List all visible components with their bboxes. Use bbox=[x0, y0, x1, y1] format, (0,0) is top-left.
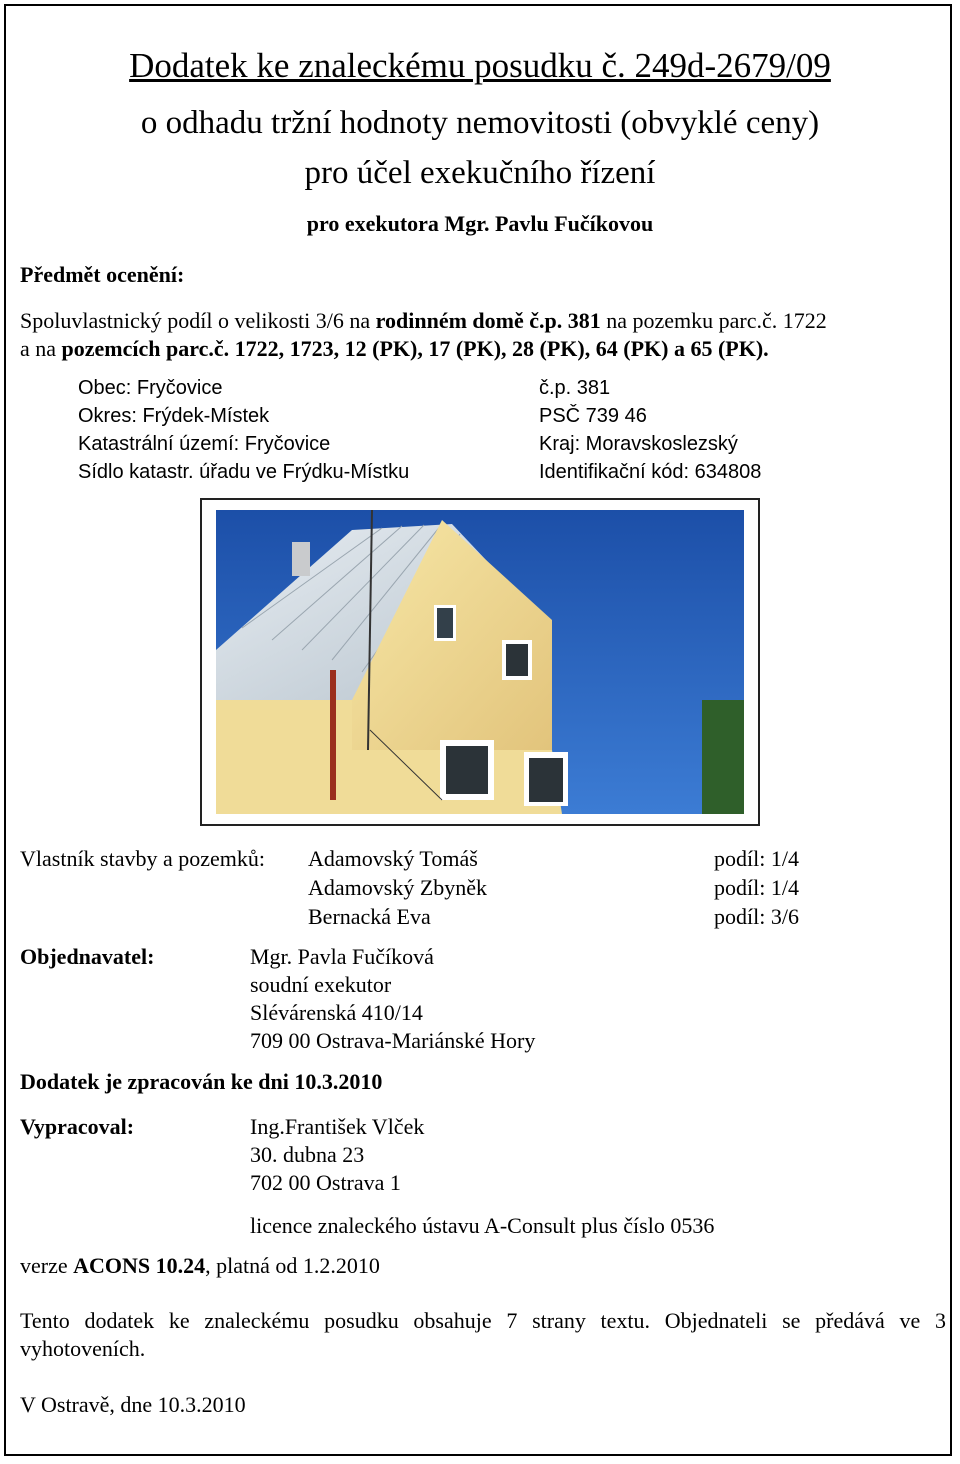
author-label: Vypracoval: bbox=[20, 1114, 135, 1139]
document-purpose: pro účel exekučního řízení bbox=[304, 155, 656, 191]
version-line bbox=[20, 1253, 380, 1279]
subject-text-bold: pozemcích parc.č. 1722, 1723, 12 (PK), 17 (PK), 28 (PK), 64 (PK) a 65 (PK). bbox=[61, 336, 769, 361]
version-suffix: , platná od 1.2.2010 bbox=[205, 1253, 380, 1278]
location-obec: Obec: Fryčovice bbox=[78, 377, 223, 399]
subject-text: a na bbox=[20, 336, 62, 361]
owner-share: podíl: 1/4 bbox=[714, 875, 799, 900]
subject-line-1 bbox=[20, 308, 827, 334]
owner-name: Adamovský Tomáš bbox=[308, 846, 478, 871]
owner-share: podíl: 3/6 bbox=[714, 904, 799, 929]
document-subtitle: o odhadu tržní hodnoty nemovitosti (obvyklé ceny) bbox=[140, 105, 820, 141]
client-label: Objednavatel: bbox=[20, 944, 155, 969]
document-recipient: pro exekutora Mgr. Pavlu Fučíkovou bbox=[306, 211, 654, 236]
date-line: Dodatek je zpracován ke dni 10.3.2010 bbox=[20, 1069, 383, 1094]
client-line: 709 00 Ostrava-Mariánské Hory bbox=[250, 1028, 536, 1053]
location-psc: PSČ 739 46 bbox=[539, 405, 647, 427]
note-paragraph: Tento dodatek ke znaleckému posudku obsahuje 7 strany textu. Objednateli se předává ve 3 vyhotoveních. bbox=[20, 1308, 946, 1361]
subject-line-2 bbox=[20, 336, 769, 362]
location-okres: Okres: Frýdek-Místek bbox=[78, 405, 270, 427]
location-kod: Identifikační kód: 634808 bbox=[539, 461, 762, 483]
subject-text-bold: rodinném domě č.p. 381 bbox=[375, 308, 601, 333]
owner-name: Bernacká Eva bbox=[308, 904, 431, 929]
author-licence: licence znaleckého ústavu A-Consult plus číslo 0536 bbox=[250, 1213, 715, 1238]
location-cp: č.p. 381 bbox=[539, 377, 611, 399]
place-date: V Ostravě, dne 10.3.2010 bbox=[20, 1392, 246, 1417]
version-prefix: verze bbox=[20, 1253, 74, 1278]
owners-label: Vlastník stavby a pozemků: bbox=[20, 846, 266, 871]
subject-heading: Předmět ocenění: bbox=[20, 262, 185, 287]
author-line: Ing.František Vlček bbox=[250, 1114, 425, 1139]
location-kraj: Kraj: Moravskoslezský bbox=[539, 433, 738, 455]
house-photo bbox=[200, 498, 760, 826]
client-line: soudní exekutor bbox=[250, 972, 392, 997]
client-line: Mgr. Pavla Fučíková bbox=[250, 944, 434, 969]
document-title: Dodatek ke znaleckému posudku č. 249d-2679/09 bbox=[129, 46, 831, 85]
owner-name: Adamovský Zbyněk bbox=[308, 875, 488, 900]
subject-text: Spoluvlastnický podíl o velikosti 3/6 na bbox=[20, 308, 376, 333]
author-line: 30. dubna 23 bbox=[250, 1142, 365, 1167]
subject-text: na pozemku parc.č. 1722 bbox=[600, 308, 827, 333]
location-katastr: Katastrální území: Fryčovice bbox=[78, 433, 331, 455]
version-name: ACONS 10.24 bbox=[73, 1253, 206, 1278]
client-line: Slévárenská 410/14 bbox=[250, 1000, 423, 1025]
location-sidlo: Sídlo katastr. úřadu ve Frýdku-Místku bbox=[78, 461, 410, 483]
author-line: 702 00 Ostrava 1 bbox=[250, 1170, 401, 1195]
owner-share: podíl: 1/4 bbox=[714, 846, 799, 871]
